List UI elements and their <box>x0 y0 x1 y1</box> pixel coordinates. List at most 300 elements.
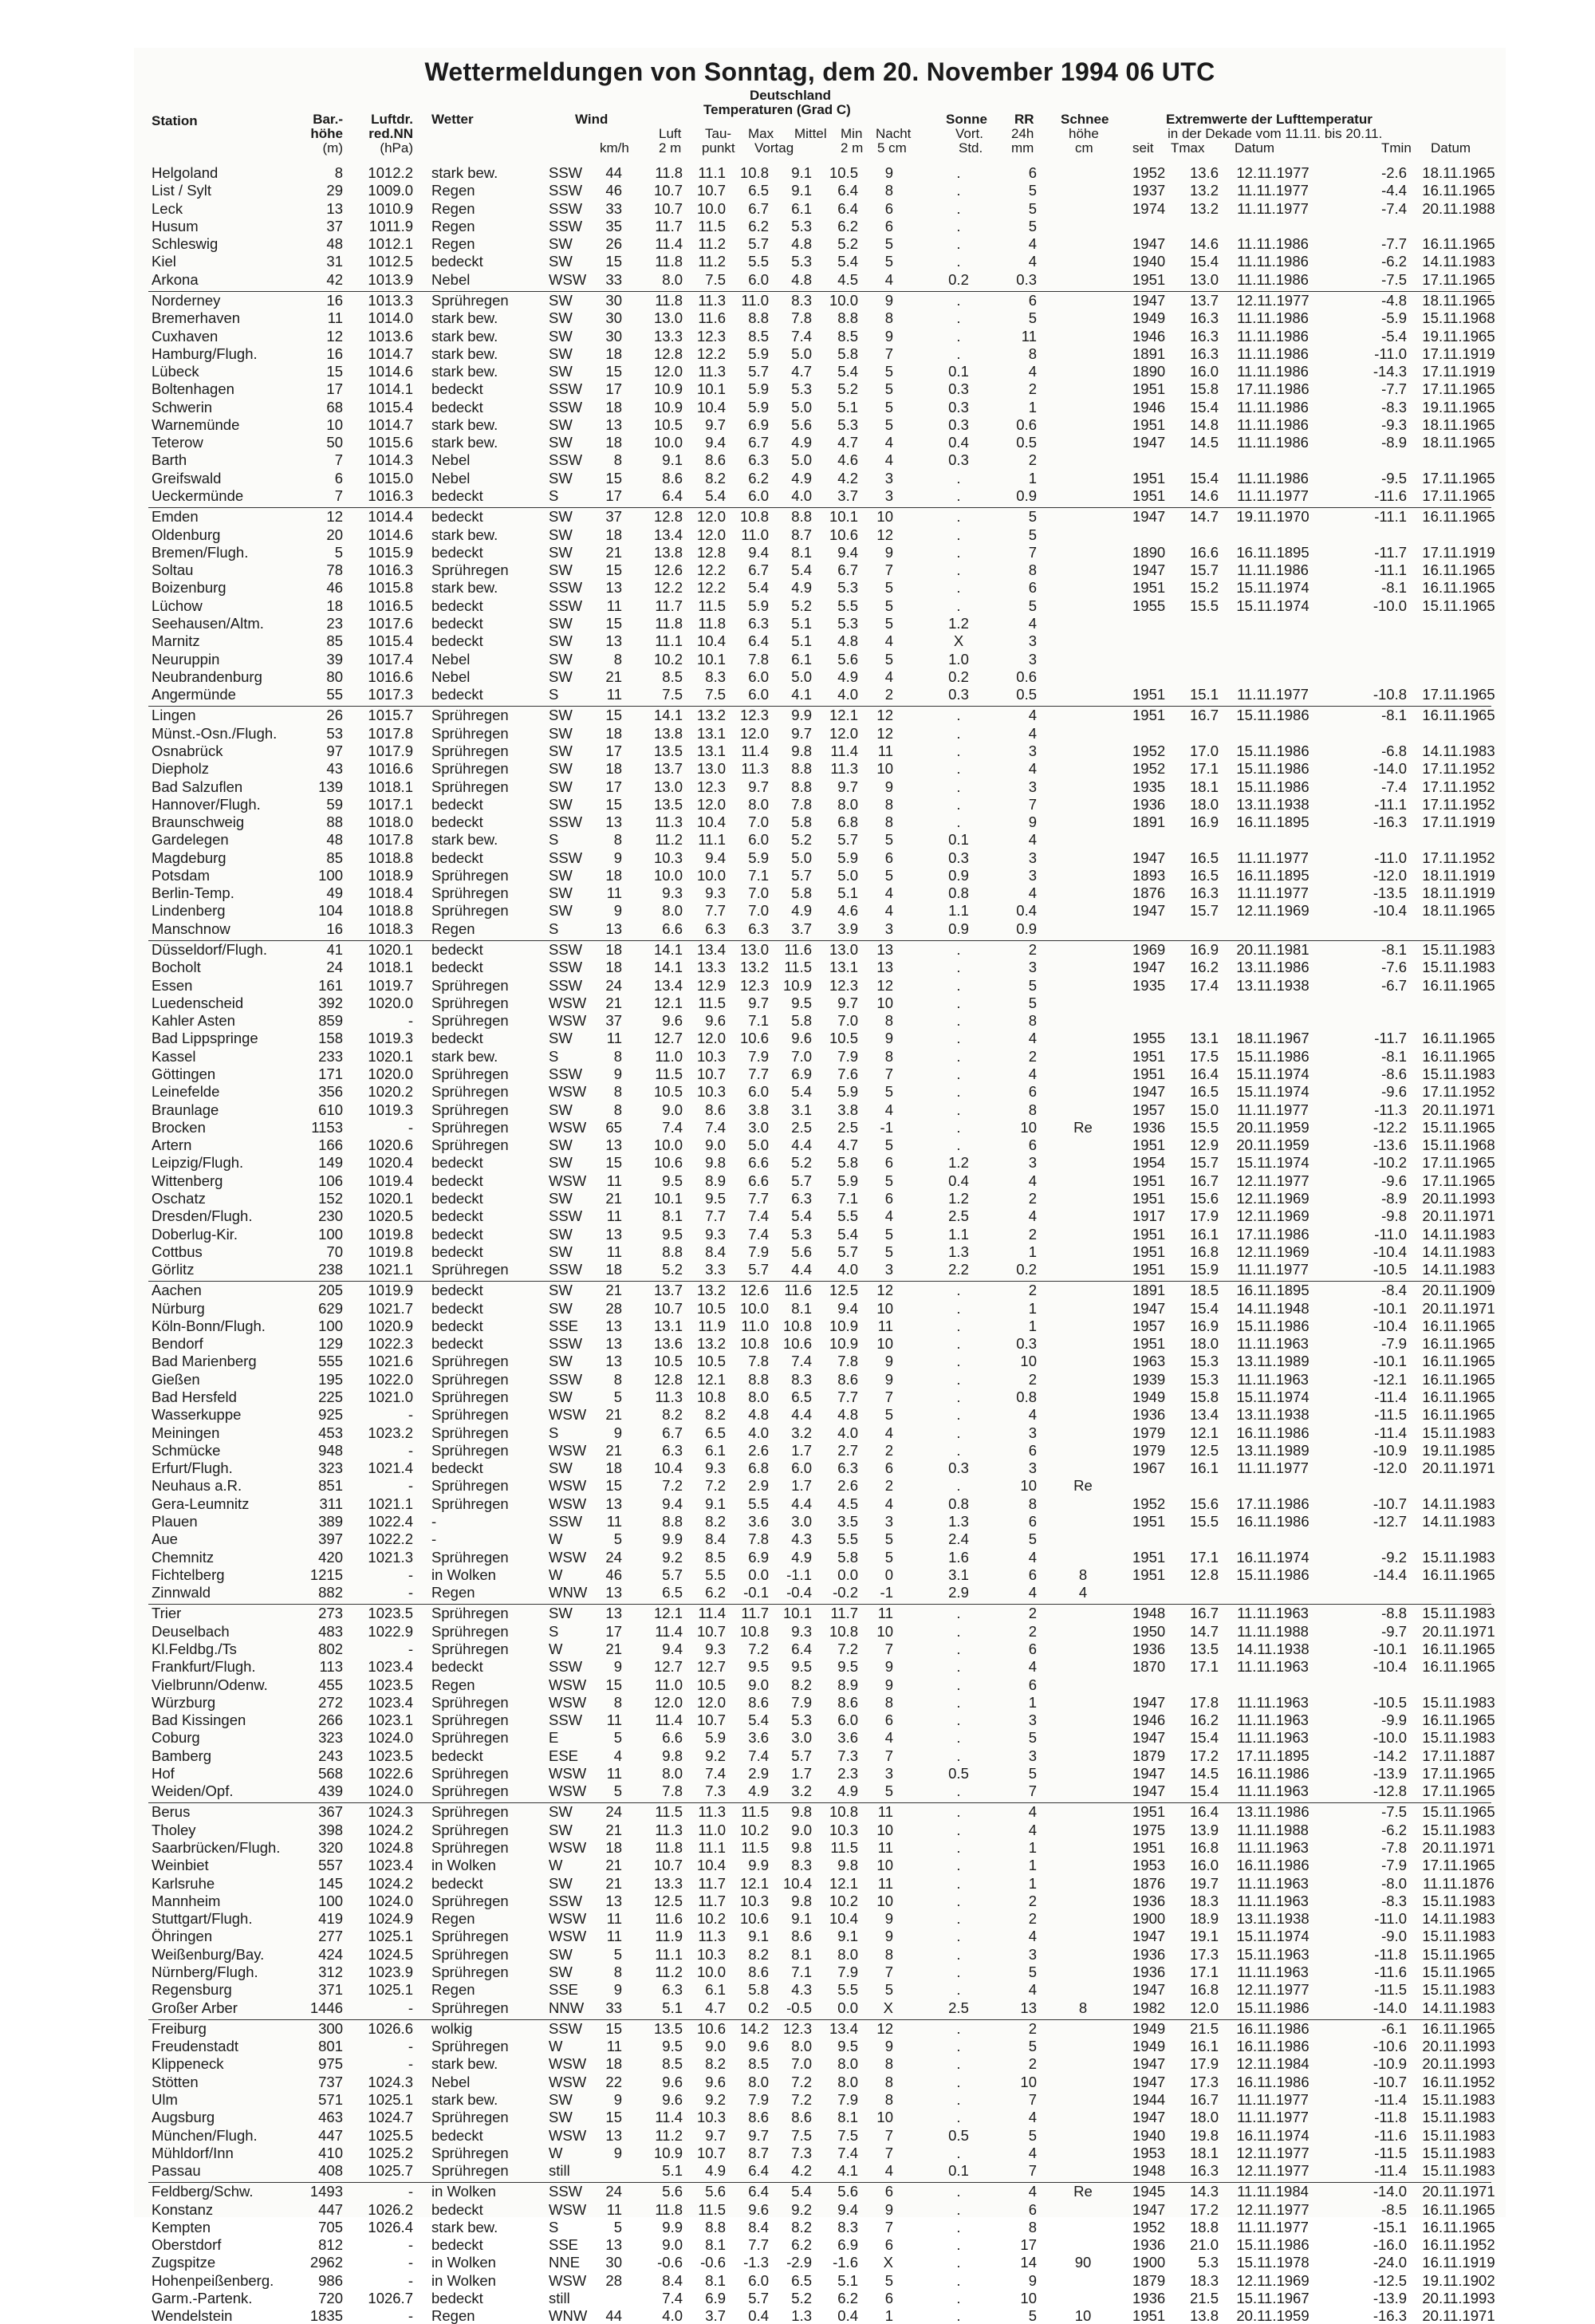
cell-weather: Sprühregen <box>431 1711 509 1729</box>
cell-temp-max: 2.9 <box>748 1764 769 1782</box>
cell-rain: 5 <box>1028 1729 1037 1747</box>
cell-rain: 4 <box>1028 1548 1037 1566</box>
cell-tmin: -11.3 <box>1374 1101 1407 1118</box>
cell-wind-dir: WNW <box>549 1584 588 1601</box>
cell-dewpoint: 11.4 <box>698 1605 726 1622</box>
cell-since: 1947 <box>1132 561 1166 579</box>
cell-since: 1947 <box>1132 434 1166 451</box>
cell-since: 1936 <box>1132 1892 1166 1909</box>
cell-wind-speed: 11 <box>606 1030 622 1047</box>
cell-since: 1879 <box>1132 1747 1166 1764</box>
cell-tmin: -12.5 <box>1372 2271 1407 2289</box>
cell-temp-night: 7 <box>884 2218 893 2235</box>
cell-station: Nürburg <box>152 1299 205 1317</box>
cell-temp-max: 6.4 <box>748 2162 769 2180</box>
cell-tmax-date: 18.11.1967 <box>1236 1030 1309 1047</box>
cell-since: 1955 <box>1132 597 1166 614</box>
cell-temp-air: 10.7 <box>653 199 683 217</box>
cell-tmax-date: 15.11.1974 <box>1236 1928 1309 1945</box>
cell-weather: bedeckt <box>431 1335 483 1353</box>
cell-pressure: - <box>408 1477 413 1495</box>
cell-tmax-date: 14.11.1938 <box>1236 1640 1309 1657</box>
cell-temp-air: 13.1 <box>653 1317 683 1334</box>
cell-dewpoint: 13.2 <box>696 1335 726 1353</box>
cell-sun: . <box>956 1729 961 1747</box>
cell-temp-mean: 7.5 <box>791 2126 812 2144</box>
cell-wind-dir: W <box>549 1640 563 1657</box>
cell-since: 1951 <box>1132 686 1166 703</box>
group-separator <box>148 940 1491 941</box>
cell-sun: . <box>956 813 961 831</box>
cell-temp-night: 5 <box>884 253 893 270</box>
cell-sun: 1.6 <box>948 1548 969 1566</box>
cell-temp-mean: 7.2 <box>791 2073 812 2090</box>
cell-temp-max: 5.7 <box>748 363 769 380</box>
cell-sun: . <box>956 1388 961 1406</box>
cell-tmin-date: 15.11.1968 <box>1422 1136 1495 1154</box>
cell-tmax-date: 15.11.1974 <box>1236 597 1309 614</box>
cell-wind-speed: 8 <box>613 451 622 469</box>
cell-tmax-date: 11.11.1963 <box>1237 1839 1309 1857</box>
cell-sun: . <box>956 1910 961 1928</box>
cell-tmax: 16.1 <box>1189 1225 1219 1243</box>
cell-dewpoint: 11.6 <box>698 309 726 327</box>
cell-temp-mean: 5.3 <box>791 253 812 270</box>
cell-tmin: -11.8 <box>1374 1945 1407 1963</box>
cell-rain: 10 <box>1020 2073 1037 2090</box>
cell-since: 1947 <box>1132 235 1166 253</box>
cell-since: 1963 <box>1132 1353 1166 1370</box>
cell-temp-max: 9.1 <box>748 1928 769 1945</box>
cell-temp-night: 6 <box>884 1459 893 1477</box>
cell-tmax-date: 11.11.1986 <box>1237 253 1309 270</box>
cell-rain: 5 <box>1028 1530 1037 1548</box>
cell-weather: stark bew. <box>431 416 498 433</box>
cell-temp-mean: 9.7 <box>791 724 812 742</box>
cell-weather: bedeckt <box>431 1189 483 1207</box>
cell-temp-max: 7.4 <box>748 1207 769 1225</box>
cell-dewpoint: 11.0 <box>698 1821 726 1838</box>
cell-weather: Nebel <box>431 2073 471 2090</box>
cell-tmin-date: 20.11.1971 <box>1422 2183 1495 2200</box>
cell-pressure: 1017.1 <box>368 795 413 813</box>
cell-temp-night: 11 <box>877 1839 893 1857</box>
cell-temp-air: 10.2 <box>653 650 683 668</box>
cell-tmax-date: 16.11.1895 <box>1236 866 1309 884</box>
cell-tmin: -11.8 <box>1374 2109 1407 2126</box>
cell-tmax: 18.0 <box>1189 795 1219 813</box>
cell-height: 882 <box>318 1584 343 1601</box>
cell-height: 233 <box>318 1047 343 1065</box>
cell-weather: stark bew. <box>431 2090 498 2108</box>
header-max: Max <box>748 126 774 141</box>
cell-wind-speed: 21 <box>605 668 622 685</box>
cell-temp-air: 11.5 <box>655 1065 683 1082</box>
cell-height: 243 <box>318 1747 343 1764</box>
cell-temp-min: 7.9 <box>837 2090 858 2108</box>
cell-tmax: 19.7 <box>1189 1874 1219 1892</box>
cell-station: Teterow <box>152 434 203 451</box>
cell-sun: . <box>956 1964 961 1980</box>
cell-station: Braunschweig <box>152 813 245 831</box>
cell-temp-night: 9 <box>884 2038 893 2055</box>
cell-wind-dir: SW <box>549 327 573 345</box>
cell-tmax-date: 16.11.1986 <box>1236 2019 1309 2037</box>
cell-temp-night: 9 <box>884 1910 893 1928</box>
cell-pressure: 1021.0 <box>368 1388 413 1406</box>
cell-dewpoint: 10.5 <box>696 1353 726 1370</box>
cell-weather: Sprühregen <box>431 778 509 795</box>
cell-temp-min: 13.1 <box>829 959 858 976</box>
cell-station: Meiningen <box>152 1424 220 1441</box>
cell-dewpoint: 10.5 <box>696 1676 726 1693</box>
cell-pressure: 1020.1 <box>368 1047 413 1065</box>
cell-sun: . <box>956 1477 961 1495</box>
cell-wind-speed: 18 <box>605 2055 622 2073</box>
cell-wind-dir: SW <box>549 1964 573 1980</box>
header-extremwerte: Extremwerte der Lufttemperatur <box>1166 112 1372 127</box>
cell-temp-mean: 8.1 <box>791 543 812 561</box>
cell-tmin-date: 20.11.1993 <box>1422 1189 1495 1207</box>
cell-since: 1876 <box>1132 1874 1166 1892</box>
header-tmin: Tmin <box>1381 140 1412 156</box>
cell-dewpoint: 6.1 <box>705 1441 726 1459</box>
cell-weather: Sprühregen <box>431 1441 509 1459</box>
cell-height: 46 <box>326 579 343 597</box>
cell-temp-air: 6.7 <box>662 1424 683 1441</box>
cell-tmax: 17.2 <box>1189 2200 1219 2218</box>
cell-temp-night: 5 <box>884 866 893 884</box>
cell-dewpoint: 8.2 <box>705 1406 726 1424</box>
cell-wind-speed: 5 <box>613 1530 622 1548</box>
cell-wind-speed: 11 <box>606 1172 622 1189</box>
cell-tmax: 16.7 <box>1189 1605 1219 1622</box>
cell-wind-dir: WSW <box>549 1477 587 1495</box>
cell-dewpoint: 7.4 <box>705 1118 726 1136</box>
cell-temp-air: 7.8 <box>662 1782 683 1800</box>
cell-dewpoint: 3.7 <box>705 2307 726 2324</box>
cell-tmax-date: 16.11.1974 <box>1236 2126 1309 2144</box>
cell-tmin-date: 17.11.1919 <box>1422 363 1495 380</box>
cell-station: Wasserkuppe <box>152 1406 242 1424</box>
cell-temp-max: 6.3 <box>748 451 769 469</box>
cell-tmin-date: 19.11.1965 <box>1422 398 1495 416</box>
cell-dewpoint: 9.5 <box>705 1189 726 1207</box>
cell-temp-min: 5.5 <box>837 597 858 614</box>
cell-tmax: 16.0 <box>1189 363 1219 380</box>
cell-temp-night: 7 <box>884 1964 893 1980</box>
cell-height: 26 <box>326 707 343 724</box>
cell-temp-mean: 4.4 <box>791 1406 812 1424</box>
cell-height: 323 <box>318 1729 343 1747</box>
cell-weather: in Wolken <box>431 1857 496 1874</box>
cell-temp-night: 12 <box>876 2019 893 2037</box>
cell-pressure: 1015.7 <box>368 707 413 724</box>
cell-temp-min: 5.4 <box>837 253 858 270</box>
group-separator <box>148 1604 1491 1605</box>
cell-tmin: -7.7 <box>1381 380 1407 398</box>
cell-temp-mean: 4.1 <box>791 686 812 703</box>
cell-weather: bedeckt <box>431 487 483 505</box>
cell-since: 1947 <box>1132 902 1166 920</box>
cell-height: 16 <box>326 345 343 362</box>
cell-temp-air: 8.4 <box>662 2271 683 2289</box>
cell-dewpoint: 9.0 <box>705 1136 726 1154</box>
cell-height: 5 <box>334 543 343 561</box>
cell-rain: 5 <box>1028 2038 1037 2055</box>
cell-temp-mean: 5.4 <box>791 1083 812 1101</box>
cell-temp-night: 5 <box>884 579 893 597</box>
cell-temp-min: 5.1 <box>837 2271 858 2289</box>
cell-height: 272 <box>318 1693 343 1711</box>
cell-temp-night: 5 <box>884 2271 893 2289</box>
cell-station: Köln-Bonn/Flugh. <box>152 1317 266 1334</box>
cell-temp-mean: 11.6 <box>784 941 812 959</box>
cell-temp-night: 3 <box>884 1261 893 1278</box>
cell-tmax-date: 11.11.1963 <box>1237 1693 1309 1711</box>
cell-tmin: -12.8 <box>1372 1782 1407 1800</box>
cell-tmin-date: 17.11.1965 <box>1422 1857 1495 1874</box>
cell-tmin-date: 16.11.1965 <box>1422 1388 1495 1406</box>
cell-temp-mean: 8.6 <box>791 1928 812 1945</box>
cell-wind-speed: 15 <box>605 615 622 632</box>
cell-wind-dir: SW <box>549 778 573 795</box>
cell-temp-min: 9.8 <box>837 1857 858 1874</box>
cell-temp-max: 6.0 <box>748 2271 769 2289</box>
cell-height: 43 <box>326 760 343 778</box>
cell-temp-mean: 5.4 <box>791 561 812 579</box>
cell-temp-mean: 5.0 <box>791 849 812 866</box>
cell-tmax: 15.7 <box>1189 1154 1219 1172</box>
cell-sun: . <box>956 182 961 199</box>
cell-since: 1955 <box>1132 1030 1166 1047</box>
cell-tmax-date: 11.11.1963 <box>1237 1658 1309 1676</box>
cell-temp-night: 4 <box>884 451 893 469</box>
cell-pressure: 1014.6 <box>368 526 413 543</box>
cell-pressure: 1014.7 <box>368 416 413 433</box>
cell-height: 398 <box>318 1821 343 1838</box>
cell-tmax-date: 16.11.1986 <box>1236 2038 1309 2055</box>
cell-dewpoint: 7.5 <box>705 686 726 703</box>
cell-height: 41 <box>326 941 343 959</box>
cell-weather: bedeckt <box>431 1172 483 1189</box>
cell-since: 1952 <box>1132 164 1166 181</box>
cell-temp-max: 6.9 <box>748 1548 769 1566</box>
cell-dewpoint: 13.1 <box>696 724 726 742</box>
cell-weather: stark bew. <box>431 363 498 380</box>
cell-temp-air: 10.7 <box>653 1857 683 1874</box>
cell-temp-night: 3 <box>884 487 893 505</box>
cell-temp-min: 4.0 <box>837 686 858 703</box>
header-schnee-hoehe: höhe <box>1069 126 1099 141</box>
cell-temp-mean: 8.2 <box>791 2218 812 2235</box>
cell-tmax-date: 11.11.1986 <box>1237 363 1309 380</box>
cell-wind-speed: 26 <box>605 235 622 253</box>
cell-tmax: 15.4 <box>1189 253 1219 270</box>
cell-temp-max: 6.3 <box>748 920 769 937</box>
cell-tmin-date: 16.11.1965 <box>1422 1640 1495 1657</box>
cell-temp-air: 9.3 <box>662 884 683 902</box>
cell-dewpoint: 9.1 <box>705 1495 726 1512</box>
cell-temp-max: 13.2 <box>739 959 769 976</box>
cell-pressure: 1024.0 <box>368 1729 413 1747</box>
cell-weather: bedeckt <box>431 2126 483 2144</box>
cell-wind-dir: SSW <box>549 1892 583 1909</box>
cell-wind-dir: SW <box>549 469 573 486</box>
cell-height: 389 <box>318 1513 343 1530</box>
cell-tmax: 13.7 <box>1189 291 1219 309</box>
cell-temp-air: 12.0 <box>653 363 683 380</box>
cell-temp-mean: 10.4 <box>782 1874 812 1892</box>
cell-wind-speed: 18 <box>605 1839 622 1857</box>
cell-tmax-date: 11.11.1986 <box>1237 561 1309 579</box>
cell-tmin-date: 15.11.1983 <box>1422 2109 1495 2126</box>
cell-temp-max: 10.8 <box>739 508 769 526</box>
cell-station: Hamburg/Flugh. <box>152 345 258 362</box>
cell-wind-dir: SW <box>549 291 573 309</box>
cell-tmin: -8.1 <box>1381 579 1407 597</box>
cell-pressure: 1024.3 <box>368 1803 413 1821</box>
cell-rain: 4 <box>1028 363 1037 380</box>
cell-since: 1951 <box>1132 1047 1166 1065</box>
cell-temp-max: 7.8 <box>748 1353 769 1370</box>
cell-sun: 0.3 <box>948 416 969 433</box>
cell-wind-speed: 17 <box>605 380 622 398</box>
cell-pressure: 1011.9 <box>368 217 413 234</box>
cell-station: Hannover/Flugh. <box>152 795 261 813</box>
cell-temp-air: 10.7 <box>653 1299 683 1317</box>
cell-tmax-date: 15.11.1986 <box>1236 1999 1309 2016</box>
cell-pressure: 1020.1 <box>368 1189 413 1207</box>
cell-wind-dir: still <box>549 2162 570 2180</box>
cell-rain: 4 <box>1028 707 1037 724</box>
cell-tmax-date: 11.11.1988 <box>1237 1622 1309 1640</box>
cell-temp-max: 4.8 <box>748 1406 769 1424</box>
cell-station: Lindenberg <box>152 902 226 920</box>
cell-tmax: 18.1 <box>1189 778 1219 795</box>
cell-temp-air: 13.8 <box>653 543 683 561</box>
cell-tmin: -9.8 <box>1381 1207 1407 1225</box>
cell-tmax: 21.0 <box>1189 2236 1219 2254</box>
cell-weather: bedeckt <box>431 632 483 650</box>
cell-height: 483 <box>318 1622 343 1640</box>
cell-tmin: -10.9 <box>1372 2055 1407 2073</box>
cell-since: 1951 <box>1132 1065 1166 1082</box>
cell-height: 100 <box>318 1225 343 1243</box>
cell-temp-night: 2 <box>884 1441 893 1459</box>
cell-temp-min: 9.4 <box>837 1299 858 1317</box>
cell-sun: 0.3 <box>948 398 969 416</box>
cell-tmax: 12.5 <box>1189 1441 1219 1459</box>
cell-since: 1979 <box>1132 1424 1166 1441</box>
cell-station: Seehausen/Altm. <box>152 615 264 632</box>
cell-tmin: -8.1 <box>1381 941 1407 959</box>
cell-pressure: 1019.4 <box>368 1172 413 1189</box>
cell-temp-mean: 5.3 <box>791 1711 812 1729</box>
cell-temp-air: 9.6 <box>662 2073 683 2090</box>
cell-tmin: -11.5 <box>1374 2144 1407 2161</box>
cell-height: 48 <box>326 235 343 253</box>
cell-pressure: 1023.5 <box>368 1605 413 1622</box>
cell-temp-night: 6 <box>884 1189 893 1207</box>
cell-height: 1835 <box>309 2307 343 2324</box>
cell-temp-air: 7.5 <box>662 686 683 703</box>
cell-tmax: 15.8 <box>1189 380 1219 398</box>
cell-tmax: 19.8 <box>1189 2126 1219 2144</box>
cell-wind-speed: 18 <box>605 1261 622 1278</box>
cell-tmax: 16.3 <box>1189 309 1219 327</box>
cell-temp-mean: 8.3 <box>791 1370 812 1388</box>
cell-since: 1893 <box>1132 866 1166 884</box>
cell-rain: 4 <box>1028 760 1037 778</box>
cell-temp-max: 6.0 <box>748 831 769 849</box>
cell-station: Stuttgart/Flugh. <box>152 1910 253 1928</box>
cell-weather: Sprühregen <box>431 1118 509 1136</box>
cell-temp-night: 11 <box>877 1803 893 1821</box>
cell-since: 1951 <box>1132 1839 1166 1857</box>
cell-temp-air: 10.0 <box>653 866 683 884</box>
cell-temp-mean: -0.5 <box>786 1999 812 2016</box>
cell-temp-air: 12.1 <box>653 994 683 1011</box>
cell-station: Neuhaus a.R. <box>152 1477 242 1495</box>
cell-temp-mean: 3.2 <box>791 1424 812 1441</box>
cell-dewpoint: 8.2 <box>705 469 726 486</box>
cell-since: 1953 <box>1132 2144 1166 2161</box>
cell-temp-mean: 7.1 <box>791 1964 812 1980</box>
cell-temp-night: 5 <box>884 1530 893 1548</box>
cell-since: 1890 <box>1132 543 1166 561</box>
cell-temp-night: 4 <box>884 1207 893 1225</box>
cell-height: 195 <box>318 1370 343 1388</box>
cell-temp-air: 11.8 <box>655 253 683 270</box>
cell-rain: 4 <box>1028 1065 1037 1082</box>
cell-wind-dir: WSW <box>549 1118 587 1136</box>
cell-station: Regensburg <box>152 1981 232 1999</box>
cell-tmax: 5.3 <box>1198 2254 1219 2271</box>
cell-weather: bedeckt <box>431 1747 483 1764</box>
cell-temp-night: 4 <box>884 1424 893 1441</box>
cell-sun: . <box>956 1711 961 1729</box>
cell-temp-air: 9.0 <box>662 2236 683 2254</box>
cell-tmax-date: 11.11.1977 <box>1237 2090 1309 2108</box>
cell-temp-air: 11.4 <box>655 1622 683 1640</box>
cell-temp-mean: 8.8 <box>791 778 812 795</box>
cell-rain: 8 <box>1028 1101 1037 1118</box>
cell-wind-speed: 24 <box>605 1548 622 1566</box>
cell-station: Bad Kissingen <box>152 1711 246 1729</box>
cell-weather: Sprühregen <box>431 1622 509 1640</box>
cell-sun: . <box>956 2183 961 2200</box>
cell-since: 1936 <box>1132 1640 1166 1657</box>
cell-tmax-date: 11.11.1963 <box>1237 1335 1309 1353</box>
cell-height: 367 <box>318 1803 343 1821</box>
cell-height: 205 <box>318 1282 343 1299</box>
cell-tmax: 18.5 <box>1189 1282 1219 1299</box>
cell-station: Helgoland <box>152 164 219 181</box>
cell-tmin: -10.0 <box>1372 597 1407 614</box>
cell-height: 70 <box>326 1243 343 1260</box>
cell-temp-max: 6.7 <box>748 561 769 579</box>
cell-since: 1891 <box>1132 813 1166 831</box>
cell-tmax-date: 16.11.1986 <box>1236 1424 1309 1441</box>
cell-tmax: 13.9 <box>1189 1821 1219 1838</box>
cell-tmax: 15.1 <box>1189 686 1219 703</box>
cell-tmin-date: 15.11.1983 <box>1422 941 1495 959</box>
cell-since: 1949 <box>1132 2019 1166 2037</box>
cell-temp-air: 12.8 <box>653 345 683 362</box>
cell-pressure: 1021.4 <box>368 1459 413 1477</box>
cell-tmax-date: 15.11.1974 <box>1236 1083 1309 1101</box>
